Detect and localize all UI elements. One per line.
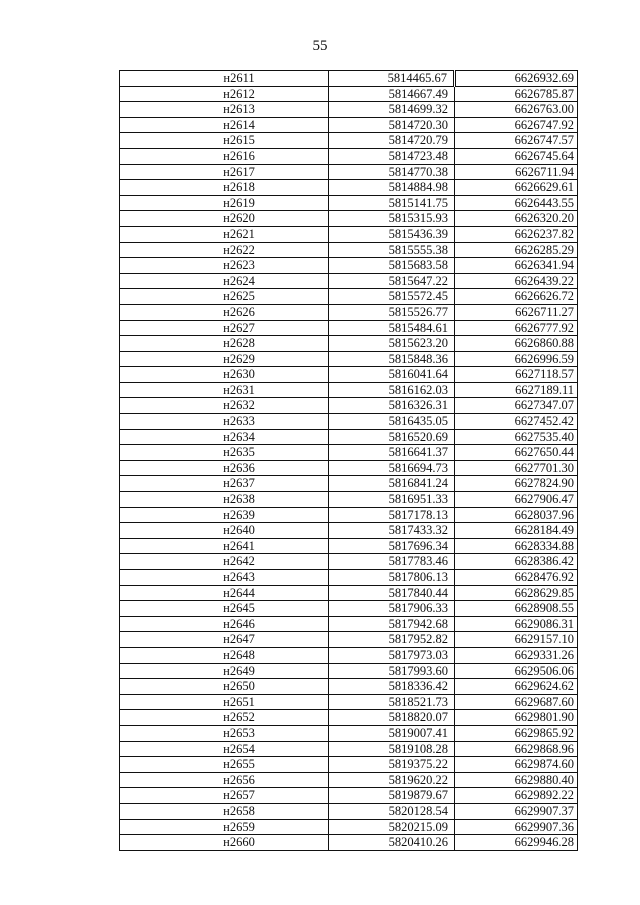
y-coordinate-cell: 6626763.00 — [455, 102, 578, 118]
table-row — [120, 835, 578, 851]
y-coordinate-cell: 6629506.06 — [455, 663, 578, 679]
x-coordinate-cell: 5814723.48 — [329, 148, 455, 164]
y-coordinate-cell: 6629801.90 — [455, 710, 578, 726]
point-id-cell: н2644 — [120, 585, 329, 601]
point-id-cell: н2629 — [120, 351, 329, 367]
point-id-cell: н2631 — [120, 382, 329, 398]
point-id-cell: н2643 — [120, 570, 329, 586]
y-coordinate-cell: 6629907.36 — [455, 819, 578, 835]
x-coordinate-cell: 5817806.13 — [329, 570, 455, 586]
point-id-cell: н2646 — [120, 616, 329, 632]
table-row — [120, 647, 578, 663]
x-coordinate-cell: 5815526.77 — [329, 304, 455, 320]
point-id-cell: н2613 — [120, 102, 329, 118]
x-coordinate-cell: 5819108.28 — [329, 741, 455, 757]
x-coordinate-cell: 5817906.33 — [329, 601, 455, 617]
x-coordinate-cell: 5819007.41 — [329, 725, 455, 741]
point-id-cell: н2620 — [120, 211, 329, 227]
y-coordinate-cell: 6629946.28 — [455, 835, 578, 851]
x-coordinate-cell: 5815683.58 — [329, 258, 455, 274]
point-id-cell: н2628 — [120, 336, 329, 352]
x-coordinate-cell: 5816694.73 — [329, 460, 455, 476]
y-coordinate-cell: 6629907.37 — [455, 803, 578, 819]
point-id-cell: н2616 — [120, 148, 329, 164]
y-coordinate-cell: 6629624.62 — [455, 679, 578, 695]
point-id-cell: н2611 — [120, 71, 329, 87]
x-coordinate-cell: 5816326.31 — [329, 398, 455, 414]
point-id-cell: н2635 — [120, 445, 329, 461]
table-row — [120, 803, 578, 819]
x-coordinate-cell: 5814465.67 — [329, 71, 455, 87]
x-coordinate-cell: 5818521.73 — [329, 694, 455, 710]
point-id-cell: н2640 — [120, 523, 329, 539]
x-coordinate-cell: 5817942.68 — [329, 616, 455, 632]
point-id-cell: н2630 — [120, 367, 329, 383]
y-coordinate-cell: 6626747.92 — [455, 117, 578, 133]
point-id-cell: н2636 — [120, 460, 329, 476]
y-coordinate-cell: 6629157.10 — [455, 632, 578, 648]
point-id-cell: н2624 — [120, 273, 329, 289]
x-coordinate-cell: 5814699.32 — [329, 102, 455, 118]
point-id-cell: н2614 — [120, 117, 329, 133]
y-coordinate-cell: 6627452.42 — [455, 414, 578, 430]
table-row — [120, 632, 578, 648]
table-row — [120, 725, 578, 741]
x-coordinate-cell: 5814720.30 — [329, 117, 455, 133]
table-row — [120, 601, 578, 617]
y-coordinate-cell: 6629868.96 — [455, 741, 578, 757]
y-coordinate-cell: 6629880.40 — [455, 772, 578, 788]
page-number: 55 — [312, 38, 328, 54]
point-id-cell: н2632 — [120, 398, 329, 414]
table-row — [120, 351, 578, 367]
table-row — [120, 164, 578, 180]
x-coordinate-cell: 5815647.22 — [329, 273, 455, 289]
y-coordinate-cell: 6626237.82 — [455, 226, 578, 242]
y-coordinate-cell: 6626711.94 — [455, 164, 578, 180]
y-coordinate-cell: 6629892.22 — [455, 788, 578, 804]
table-row — [120, 195, 578, 211]
x-coordinate-cell: 5817952.82 — [329, 632, 455, 648]
x-coordinate-cell: 5814770.38 — [329, 164, 455, 180]
x-coordinate-cell: 5815315.93 — [329, 211, 455, 227]
y-coordinate-cell: 6626629.61 — [455, 180, 578, 196]
y-coordinate-cell: 6628184.49 — [455, 523, 578, 539]
point-id-cell: н2619 — [120, 195, 329, 211]
x-coordinate-cell: 5818336.42 — [329, 679, 455, 695]
table-row — [120, 242, 578, 258]
table-row — [120, 367, 578, 383]
point-id-cell: н2659 — [120, 819, 329, 835]
y-coordinate-cell: 6627650.44 — [455, 445, 578, 461]
point-id-cell: н2655 — [120, 757, 329, 773]
point-id-cell: н2622 — [120, 242, 329, 258]
x-coordinate-cell: 5819375.22 — [329, 757, 455, 773]
table-row — [120, 180, 578, 196]
y-coordinate-cell: 6627535.40 — [455, 429, 578, 445]
x-coordinate-cell: 5819620.22 — [329, 772, 455, 788]
point-id-cell: н2634 — [120, 429, 329, 445]
point-id-cell: н2626 — [120, 304, 329, 320]
x-coordinate-cell: 5814667.49 — [329, 86, 455, 102]
point-id-cell: н2625 — [120, 289, 329, 305]
table-row — [120, 476, 578, 492]
point-id-cell: н2639 — [120, 507, 329, 523]
point-id-cell: н2657 — [120, 788, 329, 804]
y-coordinate-cell: 6626285.29 — [455, 242, 578, 258]
x-coordinate-cell: 5816841.24 — [329, 476, 455, 492]
x-coordinate-cell: 5817993.60 — [329, 663, 455, 679]
table-row — [120, 148, 578, 164]
y-coordinate-cell: 6626932.69 — [455, 71, 578, 87]
x-coordinate-cell: 5815555.38 — [329, 242, 455, 258]
table-row — [120, 398, 578, 414]
y-coordinate-cell: 6628908.55 — [455, 601, 578, 617]
y-coordinate-cell: 6626711.27 — [455, 304, 578, 320]
x-coordinate-cell: 5815572.45 — [329, 289, 455, 305]
y-coordinate-cell: 6626443.55 — [455, 195, 578, 211]
y-coordinate-cell: 6629331.26 — [455, 647, 578, 663]
table-row — [120, 71, 578, 87]
y-coordinate-cell: 6626785.87 — [455, 86, 578, 102]
x-coordinate-cell: 5817433.32 — [329, 523, 455, 539]
table-row — [120, 133, 578, 149]
table-row — [120, 710, 578, 726]
point-id-cell: н2652 — [120, 710, 329, 726]
y-coordinate-cell: 6626777.92 — [455, 320, 578, 336]
point-id-cell: н2623 — [120, 258, 329, 274]
point-id-cell: н2627 — [120, 320, 329, 336]
y-coordinate-cell: 6626747.57 — [455, 133, 578, 149]
y-coordinate-cell: 6629086.31 — [455, 616, 578, 632]
x-coordinate-cell: 5817783.46 — [329, 554, 455, 570]
y-coordinate-cell: 6626320.20 — [455, 211, 578, 227]
y-coordinate-cell: 6626745.64 — [455, 148, 578, 164]
y-coordinate-cell: 6628037.96 — [455, 507, 578, 523]
point-id-cell: н2621 — [120, 226, 329, 242]
y-coordinate-cell: 6627118.57 — [455, 367, 578, 383]
x-coordinate-cell: 5814720.79 — [329, 133, 455, 149]
table-row — [120, 757, 578, 773]
table-row — [120, 414, 578, 430]
y-coordinate-cell: 6626860.88 — [455, 336, 578, 352]
coordinates-table — [119, 70, 578, 851]
x-coordinate-cell: 5816641.37 — [329, 445, 455, 461]
table-row — [120, 117, 578, 133]
table-row — [120, 226, 578, 242]
table-row — [120, 570, 578, 586]
table-row — [120, 445, 578, 461]
point-id-cell: н2649 — [120, 663, 329, 679]
point-id-cell: н2637 — [120, 476, 329, 492]
x-coordinate-cell: 5815623.20 — [329, 336, 455, 352]
x-coordinate-cell: 5816435.05 — [329, 414, 455, 430]
y-coordinate-cell: 6626626.72 — [455, 289, 578, 305]
point-id-cell: н2642 — [120, 554, 329, 570]
y-coordinate-cell: 6626439.22 — [455, 273, 578, 289]
x-coordinate-cell: 5814884.98 — [329, 180, 455, 196]
point-id-cell: н2612 — [120, 86, 329, 102]
point-id-cell: н2638 — [120, 492, 329, 508]
y-coordinate-cell: 6629687.60 — [455, 694, 578, 710]
table-row — [120, 616, 578, 632]
point-id-cell: н2651 — [120, 694, 329, 710]
y-coordinate-cell: 6629874.60 — [455, 757, 578, 773]
point-id-cell: н2648 — [120, 647, 329, 663]
x-coordinate-cell: 5820410.26 — [329, 835, 455, 851]
table-row — [120, 741, 578, 757]
y-coordinate-cell: 6627701.30 — [455, 460, 578, 476]
point-id-cell: н2633 — [120, 414, 329, 430]
x-coordinate-cell: 5817840.44 — [329, 585, 455, 601]
table-row — [120, 211, 578, 227]
point-id-cell: н2615 — [120, 133, 329, 149]
x-coordinate-cell: 5815141.75 — [329, 195, 455, 211]
point-id-cell: н2641 — [120, 538, 329, 554]
table-row — [120, 554, 578, 570]
y-coordinate-cell: 6627347.07 — [455, 398, 578, 414]
x-coordinate-cell: 5815484.61 — [329, 320, 455, 336]
x-coordinate-cell: 5820215.09 — [329, 819, 455, 835]
table-row — [120, 819, 578, 835]
x-coordinate-cell: 5816162.03 — [329, 382, 455, 398]
x-coordinate-cell: 5817696.34 — [329, 538, 455, 554]
table-row — [120, 258, 578, 274]
table-row — [120, 523, 578, 539]
y-coordinate-cell: 6628476.92 — [455, 570, 578, 586]
x-coordinate-cell: 5819879.67 — [329, 788, 455, 804]
table-row — [120, 538, 578, 554]
table-row — [120, 336, 578, 352]
y-coordinate-cell: 6627189.11 — [455, 382, 578, 398]
table-row — [120, 320, 578, 336]
coordinates-table-body — [120, 71, 578, 851]
y-coordinate-cell: 6627906.47 — [455, 492, 578, 508]
table-row — [120, 788, 578, 804]
y-coordinate-cell: 6628629.85 — [455, 585, 578, 601]
point-id-cell: н2650 — [120, 679, 329, 695]
x-coordinate-cell: 5817178.13 — [329, 507, 455, 523]
point-id-cell: н2653 — [120, 725, 329, 741]
y-coordinate-cell: 6626341.94 — [455, 258, 578, 274]
y-coordinate-cell: 6628334.88 — [455, 538, 578, 554]
table-row — [120, 289, 578, 305]
table-row — [120, 273, 578, 289]
point-id-cell: н2660 — [120, 835, 329, 851]
table-row — [120, 304, 578, 320]
table-row — [120, 694, 578, 710]
x-coordinate-cell: 5815848.36 — [329, 351, 455, 367]
x-coordinate-cell: 5816951.33 — [329, 492, 455, 508]
table-row — [120, 429, 578, 445]
table-row — [120, 585, 578, 601]
x-coordinate-cell: 5818820.07 — [329, 710, 455, 726]
table-row — [120, 102, 578, 118]
table-row — [120, 679, 578, 695]
y-coordinate-cell: 6628386.42 — [455, 554, 578, 570]
x-coordinate-cell: 5816041.64 — [329, 367, 455, 383]
table-row — [120, 382, 578, 398]
point-id-cell: н2647 — [120, 632, 329, 648]
y-coordinate-cell: 6629865.92 — [455, 725, 578, 741]
point-id-cell: н2654 — [120, 741, 329, 757]
point-id-cell: н2658 — [120, 803, 329, 819]
x-coordinate-cell: 5820128.54 — [329, 803, 455, 819]
point-id-cell: н2645 — [120, 601, 329, 617]
table-row — [120, 663, 578, 679]
table-row — [120, 460, 578, 476]
table-row — [120, 86, 578, 102]
point-id-cell: н2618 — [120, 180, 329, 196]
x-coordinate-cell: 5815436.39 — [329, 226, 455, 242]
y-coordinate-cell: 6627824.90 — [455, 476, 578, 492]
table-row — [120, 772, 578, 788]
x-coordinate-cell: 5816520.69 — [329, 429, 455, 445]
table-row — [120, 492, 578, 508]
point-id-cell: н2656 — [120, 772, 329, 788]
point-id-cell: н2617 — [120, 164, 329, 180]
y-coordinate-cell: 6626996.59 — [455, 351, 578, 367]
x-coordinate-cell: 5817973.03 — [329, 647, 455, 663]
table-row — [120, 507, 578, 523]
